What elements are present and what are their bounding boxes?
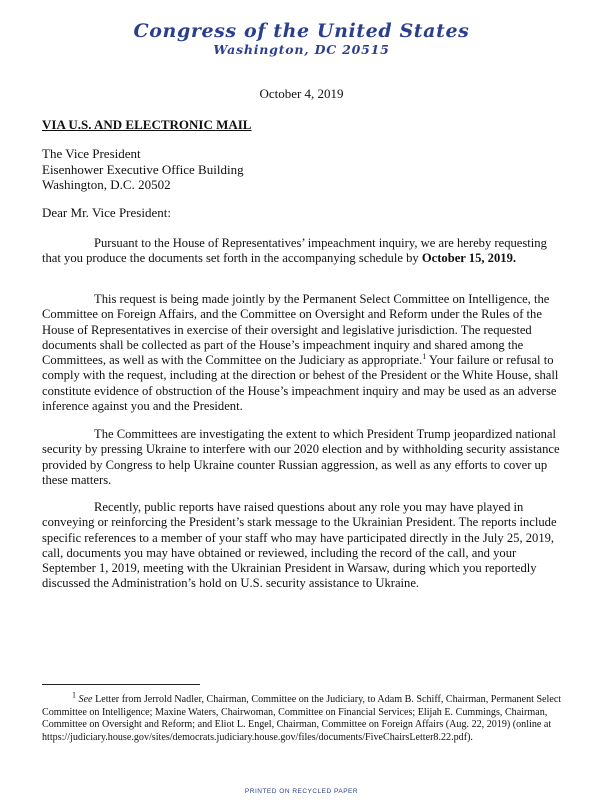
- recipient-line-1: The Vice President: [42, 146, 141, 161]
- paragraph-joint-request-text-cont: Your failure or refusal to comply with the request, including at the direction or behest of the President or the White House, shall constitute evidence of obstruction of the House’s impeachment inquiry and may be used as an adverse inference against you and the President.: [42, 353, 559, 414]
- footnote-marker: 1: [72, 690, 76, 700]
- paragraph-joint-request-text: This request is being made jointly by the Permanent Select Committee on Intelligence, the Committee on Foreign Affairs, and the Committee on Oversight and Reform under the Rules of the House of Representatives in exercise of their oversight and legislative jurisdiction. The requested documents shall be collected as part of the House’s impeachment inquiry and shared among the Committees, as well as with the Committee on the Judiciary as appropriate.: [42, 292, 550, 368]
- paragraph-investigation: The Committees are investigating the extent to which President Trump jeopardized national security by pressing Ukraine to interfere with our 2020 election and by withholding security assistance provided by Congress to help Ukraine counter Russian aggression, as well as any efforts to cover up these matters.: [42, 427, 560, 487]
- delivery-method: VIA U.S. AND ELECTRONIC MAIL: [42, 117, 252, 132]
- recipient-line-3: Washington, D.C. 20502: [42, 177, 171, 192]
- footnote: [42, 690, 564, 744]
- salutation: Dear Mr. Vice President:: [42, 205, 171, 220]
- letter-date: October 4, 2019: [259, 86, 344, 101]
- paragraph-public-reports: Recently, public reports have raised questions about any role you may have played in conveying or reinforcing the President’s stark message to the Ukrainian President. The reports include specific references to a member of your staff who may have participated directly in the July 25, 2019, call, documents you may have obtained or reviewed, including the record of the call, and your September 1, 2019, meeting with the Ukrainian President in Warsaw, during which you reportedly discussed the Administration’s hold on U.S. security assistance to Ukraine.: [42, 500, 557, 591]
- recipient-line-2: Eisenhower Executive Office Building: [42, 161, 244, 177]
- footnote-reference: 1: [422, 352, 427, 361]
- paragraph-request: [42, 236, 564, 267]
- letterhead-title: Congress of the United States: [133, 20, 470, 42]
- letterhead: [0, 20, 603, 58]
- footnote-see: See: [78, 694, 93, 705]
- paragraph-request-text: Pursuant to the House of Representatives’ impeachment inquiry, we are hereby requesting that you produce the documents set forth in the accompanying schedule by: [42, 236, 547, 266]
- deadline-date: October 15, 2019.: [421, 251, 517, 266]
- paragraph-joint-request: [42, 292, 564, 414]
- footnote-text: Letter from Jerrold Nadler, Chairman, Committee on the Judiciary, to Adam B. Schiff, Chairman, Permanent Select Committee on Intelligence; Maxine Waters, Chairwoman, Committee on Financial Services; Elijah E. Cummings, Chairman, Committee on Oversight and Reform; and Eliot L. Engel, Chairman, Committee on Foreign Affairs (Aug. 22, 2019) (online at https://judiciary.house.gov/sites/democrats.judiciary.house.gov/files/documents/FiveChairsLetter8.22.pdf).: [42, 694, 562, 743]
- recycled-paper-notice: PRINTED ON RECYCLED PAPER: [244, 788, 359, 795]
- letterhead-city: Washington, DC 20515: [213, 42, 390, 57]
- footnote-divider: [42, 684, 200, 685]
- recipient-address: [42, 146, 244, 193]
